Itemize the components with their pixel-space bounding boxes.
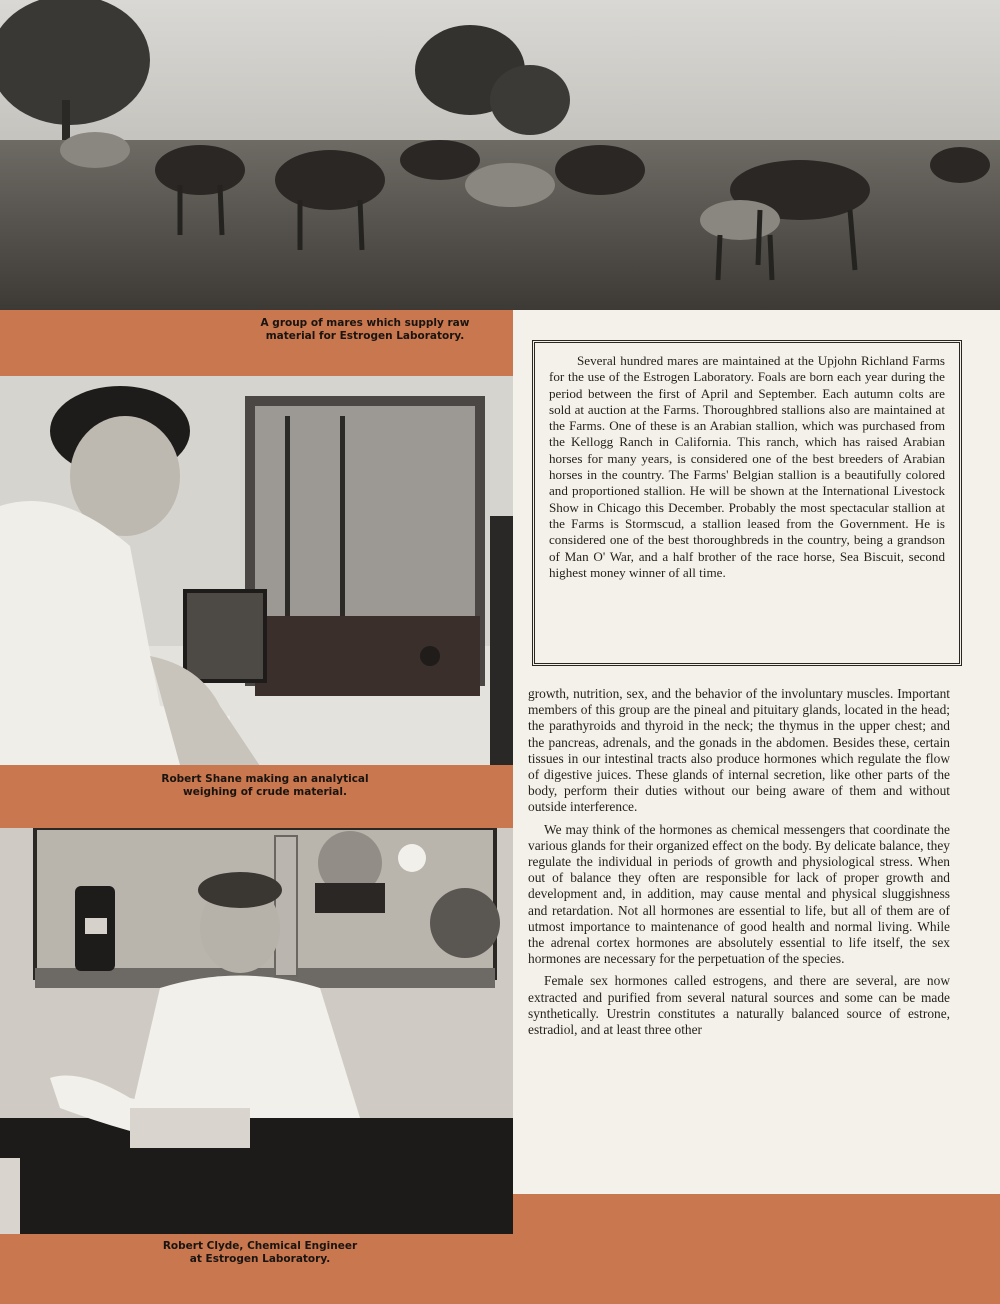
shane-caption-line-1: Robert Shane making an analytical — [161, 773, 369, 785]
clyde-caption-line-2: at Estrogen Laboratory. — [189, 1253, 331, 1265]
farm-info-paragraph: Several hundred mares are maintained at the Upjohn Richland Farms for the use of the Estrogen Laboratory. Foals are born each year during the period between the first of April and September. Each autumn colts are sold at auction at the Farms. Thoroughbred stallions also are maintained at the Farms. One of these is an Arabian stallion, which was purchased from the Kellogg Ranch in California. This ranch, which has raised Arabian horses for many years, is considered one of the best breeders of Arabian horses in the country. The Farms' Belgian stallion is a beautifully colored and proportioned stallion. He will be shown at the International Livestock Show in Chicago this December. Probably the most spectacular stallion at the Farms is Stormscud, a stallion leased from the Government. He is considered one of the best thoroughbreds in the country, being a grandson of Man O' War, and a half brother of the race horse, Sea Biscuit, second highest money winner of all time. — [549, 353, 945, 580]
article-paragraph-1: growth, nutrition, sex, and the behavior of the involuntary muscles. Important members of this group are the pineal and pituitary glands, located in the head; the parathyroids and thyroid in the neck; the thymus in the upper chest; and the pancreas, adrenals, and the gonads in the abdomen. Besides these, certain tissues in our intestinal tracts also produce hormones which regulate the flow of digestive juices. These glands of internal secretion, like other parts of the body, perform their duties without our being aware of them and without outside interference. — [528, 686, 950, 815]
clyde-photo — [0, 828, 513, 1234]
article-body — [528, 686, 950, 1044]
shane-caption — [130, 773, 400, 799]
horses-caption-line-1: A group of mares which supply raw — [260, 317, 470, 329]
shane-photo — [0, 376, 513, 765]
article-paragraph-2: We may think of the hormones as chemical messengers that coordinate the various glands for their organized effect on the body. By delicate balance, they regulate the individual in periods of growth and physiological stress. When out of balance they often are responsible for lack of proper growth and development and, in addition, may cause mental and physical sluggishness and retardation. Not all hormones are essential to life, but all of them are of utmost importance to maintenance of good health and normal living. While the adrenal cortex hormones are absolutely essential to life itself, the sex hormones are necessary for the perpetuation of the species. — [528, 821, 950, 967]
farm-info-box — [532, 340, 962, 666]
clyde-caption — [120, 1240, 400, 1266]
horses-photo — [0, 0, 1000, 310]
horses-caption — [230, 317, 500, 343]
article-paragraph-3: Female sex hormones called estrogens, and there are several, are now extracted and purified from several natural sources and some can be made synthetically. Urestrin constitutes a naturally balanced source of estrone, estradiol, and at least three other — [528, 973, 950, 1038]
shane-caption-line-2: weighing of crude material. — [183, 786, 347, 798]
horses-caption-line-2: material for Estrogen Laboratory. — [265, 330, 465, 342]
clyde-caption-line-1: Robert Clyde, Chemical Engineer — [162, 1240, 358, 1252]
